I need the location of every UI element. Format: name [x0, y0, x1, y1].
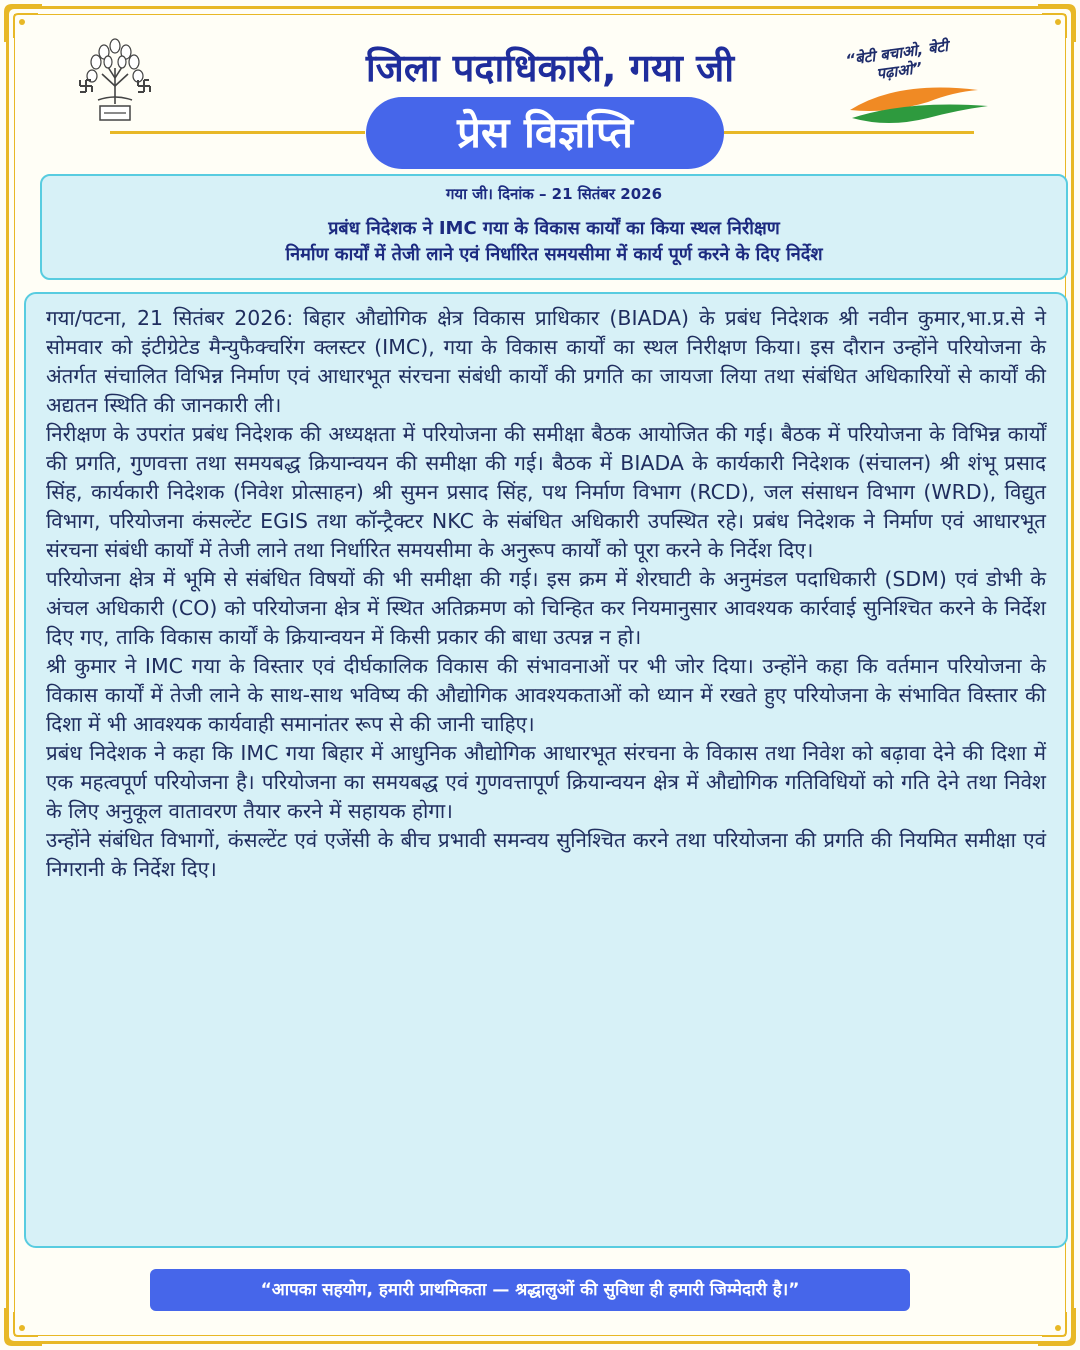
corner-ornament-icon	[2, 2, 46, 46]
body-paragraph: उन्होंने संबंधित विभागों, कंसल्टेंट एवं एजेंसी के बीच प्रभावी समन्वय सुनिश्चित करने तथा परियोजना की प्रगति की नियमित समीक्षा एवं निगरानी के निर्देश दिए।	[46, 828, 1046, 881]
headline-primary: प्रबंध निदेशक ने IMC गया के विकास कार्यों का किया स्थल निरीक्षण	[328, 218, 780, 239]
body-panel	[24, 292, 1068, 1248]
body-paragraph: निरीक्षण के उपरांत प्रबंध निदेशक की अध्यक्षता में परियोजना की समीक्षा बैठक आयोजित की गई। बैठक में परियोजना के विभिन्न कार्यों की प्रगति, गुणवत्ता तथा समयबद्ध क्रियान्वयन की समीक्षा की गई। बैठक में BIADA के कार्यकारी निदेशक (संचालन) श्री शंभू प्रसाद सिंह, कार्यकारी निदेशक (निवेश प्रोत्साहन) श्री सुमन प्रसाद सिंह, पथ निर्माण विभाग (RCD), जल संसाधन विभाग (WRD), विद्युत विभाग, परियोजना कंसल्टेंट EGIS तथा कॉन्ट्रैक्टर NKC के संबंधित अधिकारी उपस्थित रहे। प्रबंध निदेशक ने निर्माण एवं आधारभूत संरचना संबंधी कार्यों में तेजी लाने तथा निर्धारित समयसीमा के अनुरूप कार्यों को पूरा करने के निर्देश दिए।	[46, 422, 1046, 562]
bihar-state-emblem-icon	[74, 34, 156, 124]
title-divider-left	[110, 131, 365, 134]
corner-ornament-icon	[1034, 2, 1078, 46]
corner-ornament-icon	[1034, 1304, 1078, 1348]
title-divider-right	[724, 131, 974, 134]
corner-ornament-icon	[2, 1304, 46, 1348]
body-paragraph: गया/पटना, 21 सितंबर 2026: बिहार औद्योगिक क्षेत्र विकास प्राधिकार (BIADA) के प्रबंध निदेशक श्री नवीन कुमार,भा.प्र.से ने सोमवार को इंटीग्रेटेड मैन्युफैक्चरिंग क्लस्टर (IMC), गया के विकास कार्यों का स्थल निरीक्षण किया। इस दौरान उन्होंने परियोजना के अंतर्गत संचालित विभिन्न निर्माण एवं आधारभूत संरचना संबंधी कार्यों की प्रगति का जायजा लिया तथा संबंधित अधिकारियों से कार्यों की अद्यतन स्थिति की जानकारी ली।	[46, 306, 1046, 417]
body-paragraph: परियोजना क्षेत्र में भूमि से संबंधित विषयों की भी समीक्षा की गई। इस क्रम में शेरघाटी के अनुमंडल पदाधिकारी (SDM) एवं डोभी के अंचल अधिकारी (CO) को परियोजना क्षेत्र में स्थित अतिक्रमण को चिन्हित कर नियमानुसार आवश्यक कार्रवाई सुनिश्चित करने के निर्देश दिए गए, ताकि विकास कार्यों के क्रियान्वयन में किसी प्रकार की बाधा उत्पन्न न हो।	[46, 567, 1046, 649]
summary-panel	[40, 174, 1068, 280]
press-release-label: प्रेस विज्ञप्ति	[366, 97, 724, 169]
office-title: जिला पदाधिकारी, गया जी	[365, 46, 735, 90]
body-paragraph: प्रबंध निदेशक ने कहा कि IMC गया बिहार में आधुनिक औद्योगिक आधारभूत संरचना के विकास तथा निवेश को बढ़ावा देने की दिशा में एक महत्वपूर्ण परियोजना है। परियोजना का समयबद्ध एवं गुणवत्तापूर्ण क्रियान्वयन क्षेत्र में औद्योगिक गतिविधियों को गति देने तथा निवेश के लिए अनुकूल वातावरण तैयार करने में सहायक होगा।	[46, 741, 1046, 823]
slogan-text: “बेटी बचाओ, बेटी पढ़ाओ”	[844, 36, 950, 84]
footer-tagline: “आपका सहयोग, हमारी प्राथमिकता — श्रद्धालुओं की सुविधा ही हमारी जिम्मेदारी है।”	[150, 1269, 910, 1311]
dateline: गया जी। दिनांक – 21 सितंबर 2026	[445, 185, 663, 203]
headline-secondary: निर्माण कार्यों में तेजी लाने एवं निर्धारित समयसीमा में कार्य पूर्ण करने के दिए निर्देश	[285, 244, 823, 265]
body-paragraph: श्री कुमार ने IMC गया के विस्तार एवं दीर्घकालिक विकास की संभावनाओं पर भी जोर दिया। उन्होंने कहा कि वर्तमान परियोजना के विकास कार्यों में तेजी लाने के साथ-साथ भविष्य की औद्योगिक आवश्यकताओं को ध्यान में रखते हुए परियोजना के संभावित विस्तार की दिशा में भी आवश्यक कार्यवाही समानांतर रूप से की जानी चाहिए।	[46, 654, 1046, 736]
